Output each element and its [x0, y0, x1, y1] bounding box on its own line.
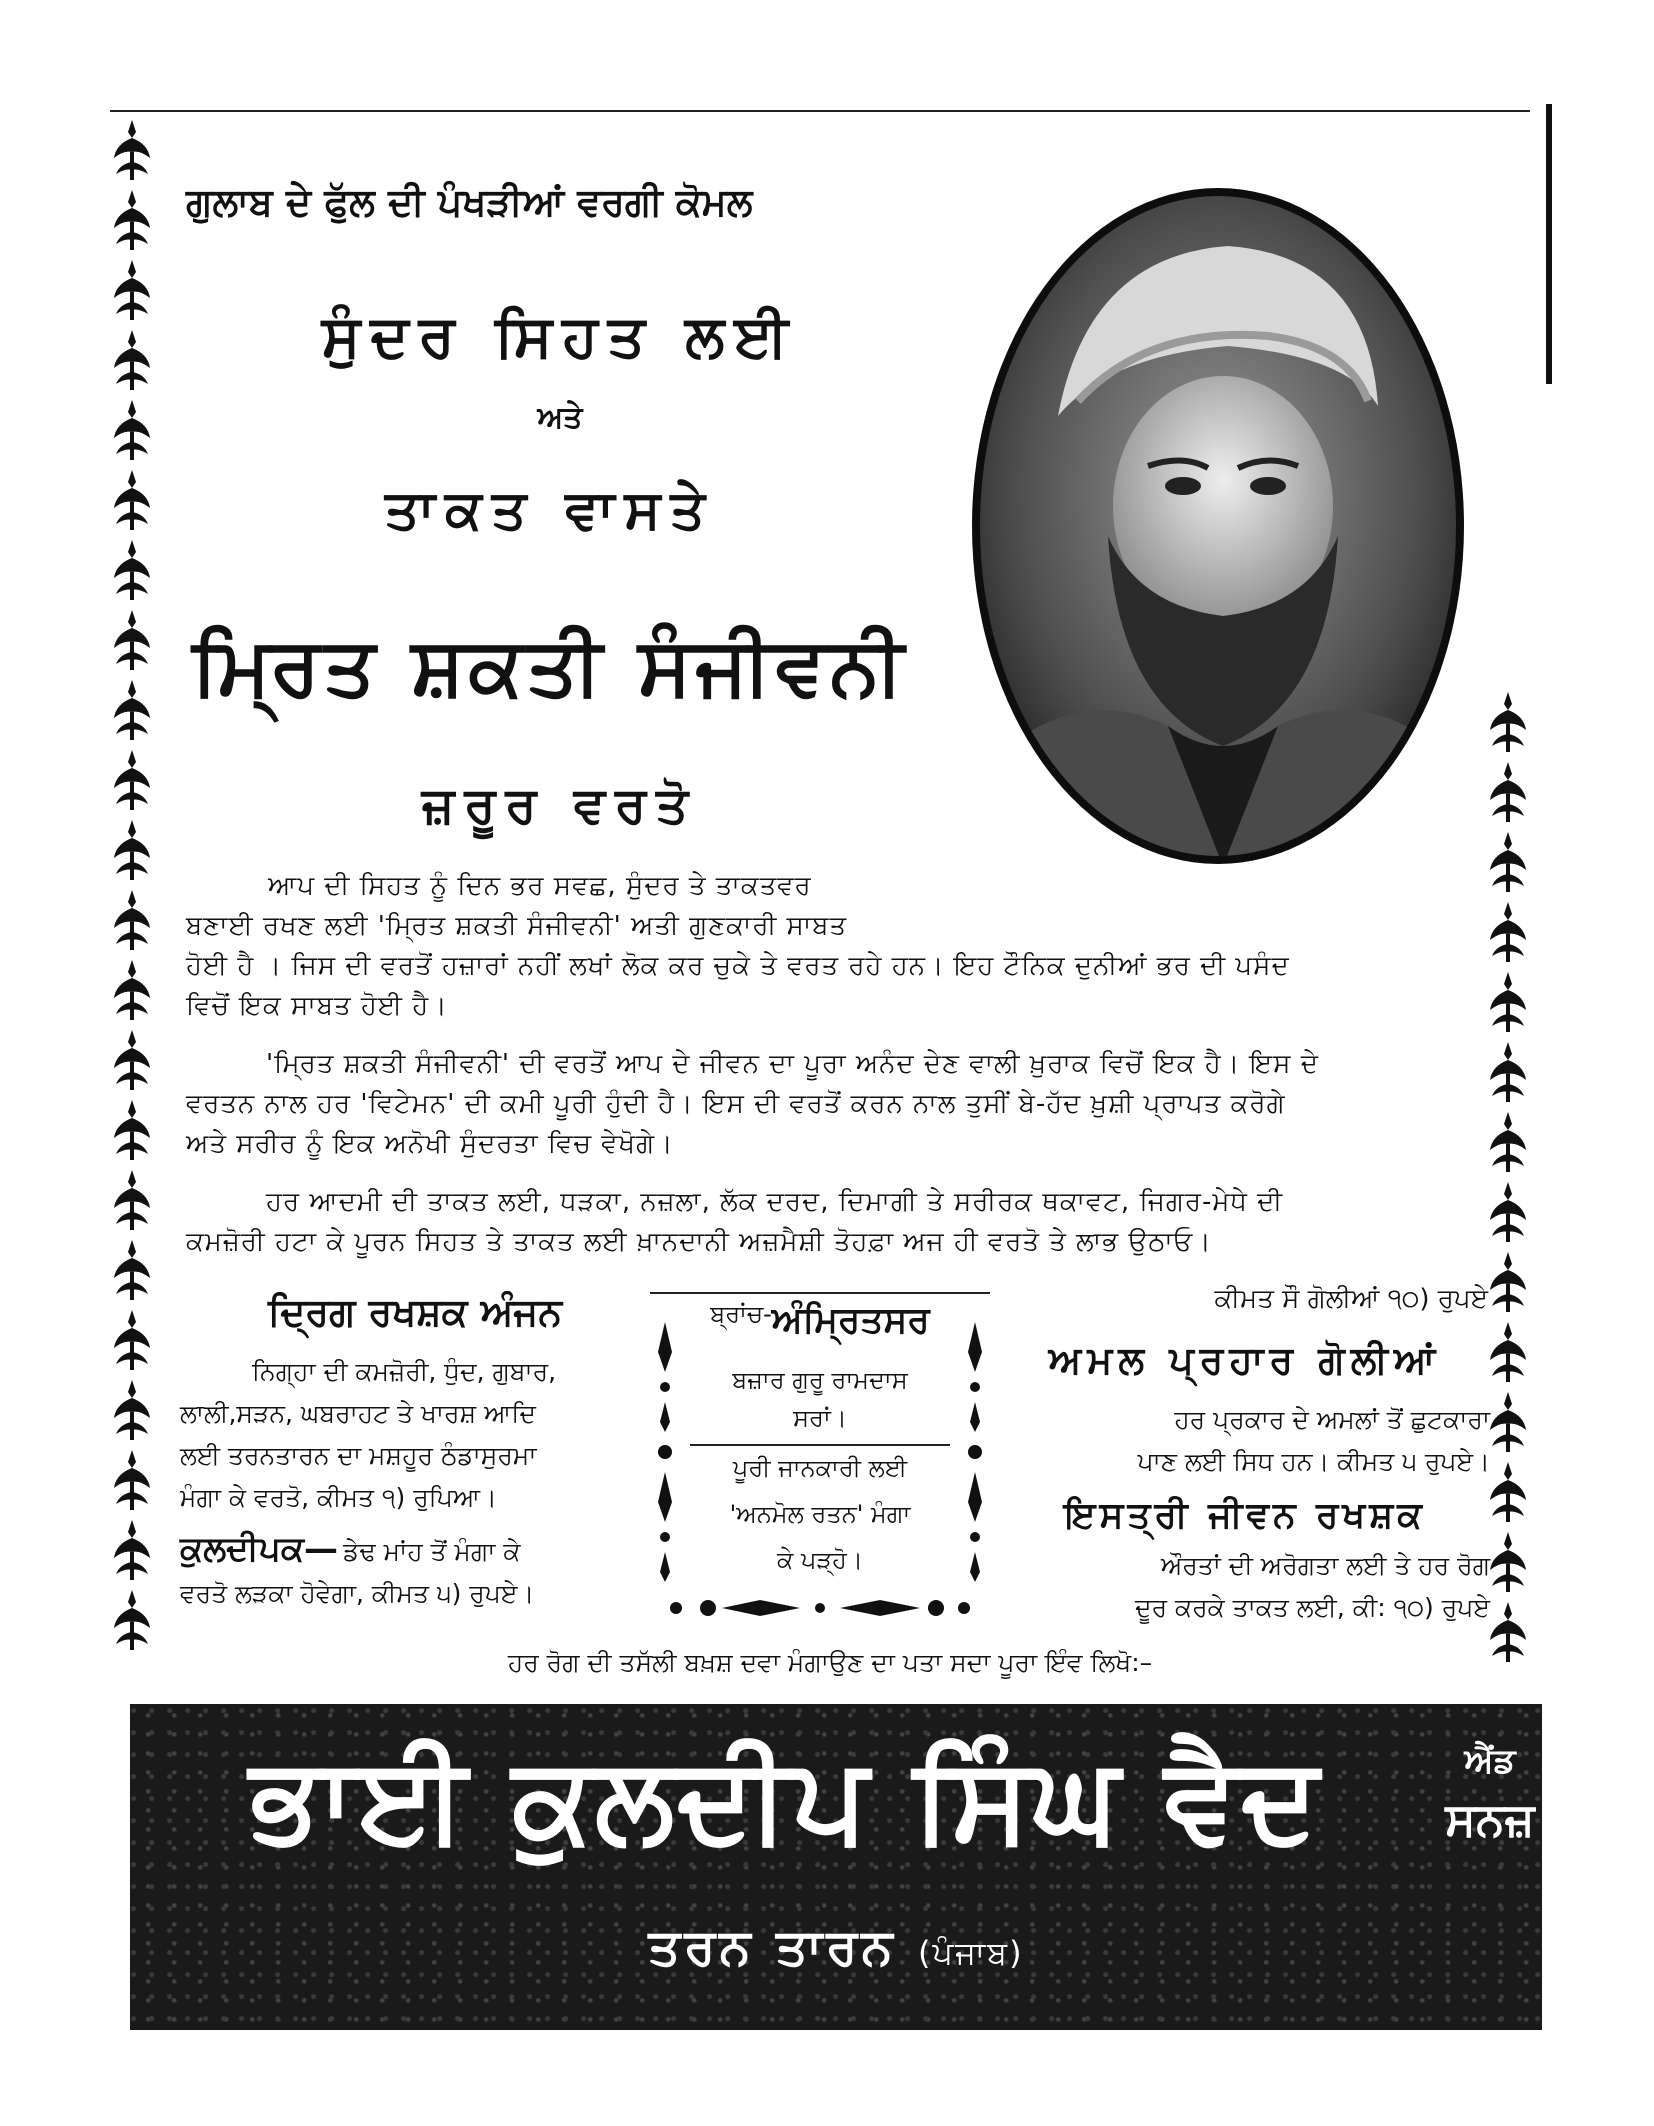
right-edge-mark — [1546, 104, 1552, 384]
firm-suffix-and: ਐਂਡ — [1464, 1741, 1516, 1781]
founder-portrait — [968, 186, 1468, 866]
paragraph-line: ਹਰ ਆਦਮੀ ਦੀ ਤਾਕਤ ਲਈ, ਧੜਕਾ, ਨਜ਼ਲਾ, ਲੱਕ ਦਰਦ, ਦਿਮਾਗੀ ਤੇ ਸਰੀਰਕ ਥਕਾਵਟ, ਜਿਗਰ-ਮੇਧੇ ਦੀ — [266, 1187, 1284, 1217]
branch-address-1: ਬਜ਼ਾਰ ਗੁਰੂ ਰਾਮਦਾਸ — [732, 1366, 908, 1394]
firm-suffix-sons: ਸਨਜ਼ — [1445, 1792, 1535, 1846]
branch-info-2: 'ਅਨਮੋਲ ਰਤਨ' ਮੰਗਾ — [729, 1500, 911, 1528]
border-ornament — [104, 398, 160, 462]
headline-and: ਅਤੇ — [537, 400, 583, 435]
intro-line: ਬਣਾਈ ਰਖਣ ਲਈ 'ਮ੍ਰਿਤ ਸ਼ਕਤੀ ਸੰਜੀਵਨੀ' ਅਤੀ ਗੁਣਕਾਰੀ ਸਾਬਤ — [186, 911, 848, 941]
border-ornament — [104, 1448, 160, 1512]
border-ornament — [104, 328, 160, 392]
left-col-line: ਨਿਗ੍ਹਾ ਦੀ ਕਮਜ਼ੋਰੀ, ਧੁੰਦ, ਗੁਬਾਰ, — [252, 1357, 557, 1386]
city-name: ਤਰਨ ਤਾਰਨ — [648, 1918, 897, 1976]
border-ornament — [104, 958, 160, 1022]
border-ornament — [104, 888, 160, 952]
border-ornament — [104, 608, 160, 672]
product-cta: ਜ਼ਰੂਰ ਵਰਤੋ — [421, 776, 699, 834]
paragraph-2 — [186, 1044, 1506, 1164]
branch-box-divider — [690, 1444, 950, 1446]
border-ornament — [104, 818, 160, 882]
border-ornament — [104, 1098, 160, 1162]
branch-box-right-ornament — [960, 1312, 990, 1612]
istri-jeevan-title: ਇਸਤ੍ਰੀ ਜੀਵਨ ਰਖਸ਼ਕ — [1064, 1495, 1426, 1536]
border-ornament — [104, 118, 160, 182]
border-ornament — [104, 188, 160, 252]
kuldeepak-line2: ਵਰਤੋ ਲੜਕਾ ਹੋਵੇਗਾ, ਕੀਮਤ ੫) ਰੁਪਏ। — [180, 1579, 535, 1608]
right-col-line: ਦੂਰ ਕਰਕੇ ਤਾਕਤ ਲਈ, ਕੀ: ੧੦) ਰੁਪਏ — [1135, 1593, 1490, 1622]
paragraph-line: 'ਮ੍ਰਿਤ ਸ਼ਕਤੀ ਸੰਜੀਵਨੀ' ਦੀ ਵਰਤੋਂ ਆਪ ਦੇ ਜੀਵਨ ਦਾ ਪੂਰਾ ਅਨੰਦ ਦੇਣ ਵਾਲੀ ਖ਼ੁਰਾਕ ਵਿਚੋਂ ਇਕ ਹੈ। ਇਸ ਦੇ — [266, 1049, 1319, 1079]
border-ornament — [104, 1588, 160, 1652]
price-main: ਕੀਮਤ ਸੌ ਗੋਲੀਆਂ ੧੦) ਰੁਪਏ — [1214, 1284, 1488, 1314]
right-col-line: ਪਾਣ ਲਈ ਸਿਧ ਹਨ। ਕੀਮਤ ੫ ਰੁਪਏ। — [1137, 1447, 1490, 1476]
border-ornament — [104, 748, 160, 812]
footer-banner — [130, 1704, 1542, 2030]
firm-suffix — [1440, 1732, 1540, 1848]
border-ornament — [104, 1168, 160, 1232]
branch-info-1: ਪੂਰੀ ਜਾਨਕਾਰੀ ਲਈ — [732, 1454, 908, 1482]
right-col-line: ਔਰਤਾਂ ਦੀ ਅਰੋਗਤਾ ਲਈ ਤੇ ਹਰ ਰੋਗ — [1160, 1551, 1490, 1580]
border-ornament — [104, 468, 160, 532]
product-name: ਮ੍ਰਿਤ ਸ਼ਕਤੀ ਸੰਜੀਵਨੀ — [192, 620, 908, 713]
branch-heading — [680, 1300, 960, 1342]
border-ornament — [104, 258, 160, 322]
branch-info-3: ਕੇ ਪੜ੍ਹੋ। — [776, 1546, 864, 1574]
address-prompt: ਹਰ ਰੋਗ ਦੀ ਤਸੱਲੀ ਬਖ਼ਸ਼ ਦਵਾ ਮੰਗਾਉਣ ਦਾ ਪਤਾ ਸਦਾ ਪੂਰਾ ਇੰਵ ਲਿਖੋ:– — [507, 1648, 1153, 1677]
firm-name: ਭਾਈ ਕੁਲਦੀਪ ਸਿੰਘ ਵੈਦ — [249, 1730, 1321, 1868]
branch-box-bottom-ornament — [660, 1596, 980, 1620]
border-ornament — [104, 1308, 160, 1372]
footer-city — [130, 1918, 1542, 1977]
left-col-line: ਲਈ ਤਰਨਤਾਰਨ ਦਾ ਮਸ਼ਹੂਰ ਠੰਡਾਸੁਰਮਾ — [180, 1441, 537, 1470]
branch-box-top-rule — [650, 1292, 990, 1294]
border-ornament — [104, 678, 160, 742]
top-border-line — [110, 110, 1530, 112]
border-ornament — [1480, 690, 1536, 754]
branch-box-left-ornament — [650, 1312, 680, 1612]
border-ornament — [104, 1518, 160, 1582]
intro-line: ਆਪ ਦੀ ਸਿਹਤ ਨੂੰ ਦਿਨ ਭਰ ਸਵਛ, ਸੁੰਦਰ ਤੇ ਤਾਕਤਵਰ — [268, 871, 812, 901]
right-column — [1000, 1338, 1490, 1629]
border-ornament — [1480, 760, 1536, 824]
left-column — [180, 1290, 650, 1615]
paragraph-3 — [186, 1182, 1506, 1262]
right-col-line: ਹਰ ਪ੍ਰਕਾਰ ਦੇ ਅਮਲਾਂ ਤੋਂ ਛੁਟਕਾਰਾ — [1174, 1405, 1490, 1434]
border-ornament — [104, 538, 160, 602]
left-ornament-border — [104, 118, 160, 1658]
paragraph-line: ਕਮਜ਼ੋਰੀ ਹਟਾ ਕੇ ਪੂਰਨ ਸਿਹਤ ਤੇ ਤਾਕਤ ਲਈ ਖ਼ਾਨਦਾਨੀ ਅਜ਼ਮੈਸ਼ੀ ਤੋਹਫ਼ਾ ਅਜ ਹੀ ਵਰਤੋ ਤੇ ਲਾਭ ਉਠਾਓ। — [186, 1227, 1212, 1257]
border-ornament — [104, 1378, 160, 1442]
branch-address-2: ਸਰਾਂ। — [793, 1404, 847, 1432]
left-col-line: ਮੰਗਾ ਕੇ ਵਰਤੋ, ਕੀਮਤ ੧) ਰੁਪਿਆ। — [180, 1483, 497, 1512]
kuldeepak-title: ਕੁਲਦੀਪਕ— — [180, 1529, 339, 1569]
kuldeepak-line1: ਡੇਢ ਮਾਂਹ ਤੋਂ ਮੰਗਾ ਕੇ — [343, 1537, 521, 1566]
border-ornament — [104, 1238, 160, 1302]
paragraph-line: ਅਤੇ ਸਰੀਰ ਨੂੰ ਇਕ ਅਨੋਖੀ ਸੁੰਦਰਤਾ ਵਿਚ ਵੇਖੋਗੇ। — [186, 1129, 674, 1159]
headline-top: ਗੁਲਾਬ ਦੇ ਫੁੱਲ ਦੀ ਪੰਖੜੀਆਂ ਵਰਗੀ ਕੋਮਲ — [186, 180, 753, 224]
amal-prahar-title: ਅਮਲ ਪ੍ਰਹਾਰ ਗੋਲੀਆਂ — [1048, 1338, 1442, 1382]
drig-rakhshak-title: ਦ੍ਰਿਗ ਰਖਸ਼ਕ ਅੰਜਨ — [268, 1290, 562, 1334]
state-name: (ਪੰਜਾਬ) — [918, 1934, 1024, 1972]
border-ornament — [104, 1028, 160, 1092]
left-col-line: ਲਾਲੀ,ਸੜਨ, ਘਬਰਾਹਟ ਤੇ ਖਾਰਸ਼ ਆਦਿ — [180, 1399, 536, 1428]
branch-label: ਬ੍ਰਾਂਚ- — [710, 1300, 772, 1328]
paragraph-line: ਵਰਤਨ ਨਾਲ ਹਰ 'ਵਿਟੇਮਨ' ਦੀ ਕਮੀ ਪੂਰੀ ਹੁੰਦੀ ਹੈ। ਇਸ ਦੀ ਵਰਤੋਂ ਕਰਨ ਨਾਲ ਤੁਸੀਂ ਬੇ-ਹੱਦ ਖ਼ੁਸ਼ੀ ਪ੍ਰਾਪਤ ਕਰੋਗੇ — [186, 1089, 1286, 1119]
branch-box — [650, 1292, 990, 1640]
headline-health: ਸੁੰਦਰ ਸਿਹਤ ਲਈ — [321, 302, 799, 370]
branch-city: ਅੰਮ੍ਰਿਤਸਰ — [771, 1300, 930, 1341]
headline-strength: ਤਾਕਤ ਵਾਸਤੇ — [385, 478, 715, 541]
intro-line: ਹੋਈ ਹੈ । ਜਿਸ ਦੀ ਵਰਤੋਂ ਹਜ਼ਾਰਾਂ ਨਹੀਂ ਲਖਾਂ ਲੋਕ ਕਰ ਚੁਕੇ ਤੇ ਵਰਤ ਰਹੇ ਹਨ। ਇਹ ਟੌਨਿਕ ਦੁਨੀਆਂ ਭਰ ਦੀ ਪਸੰਦ — [186, 951, 1290, 981]
intro-line: ਵਿਚੋਂ ਇਕ ਸਾਬਤ ਹੋਈ ਹੈ। — [186, 991, 448, 1021]
intro-paragraph — [186, 866, 1506, 1026]
